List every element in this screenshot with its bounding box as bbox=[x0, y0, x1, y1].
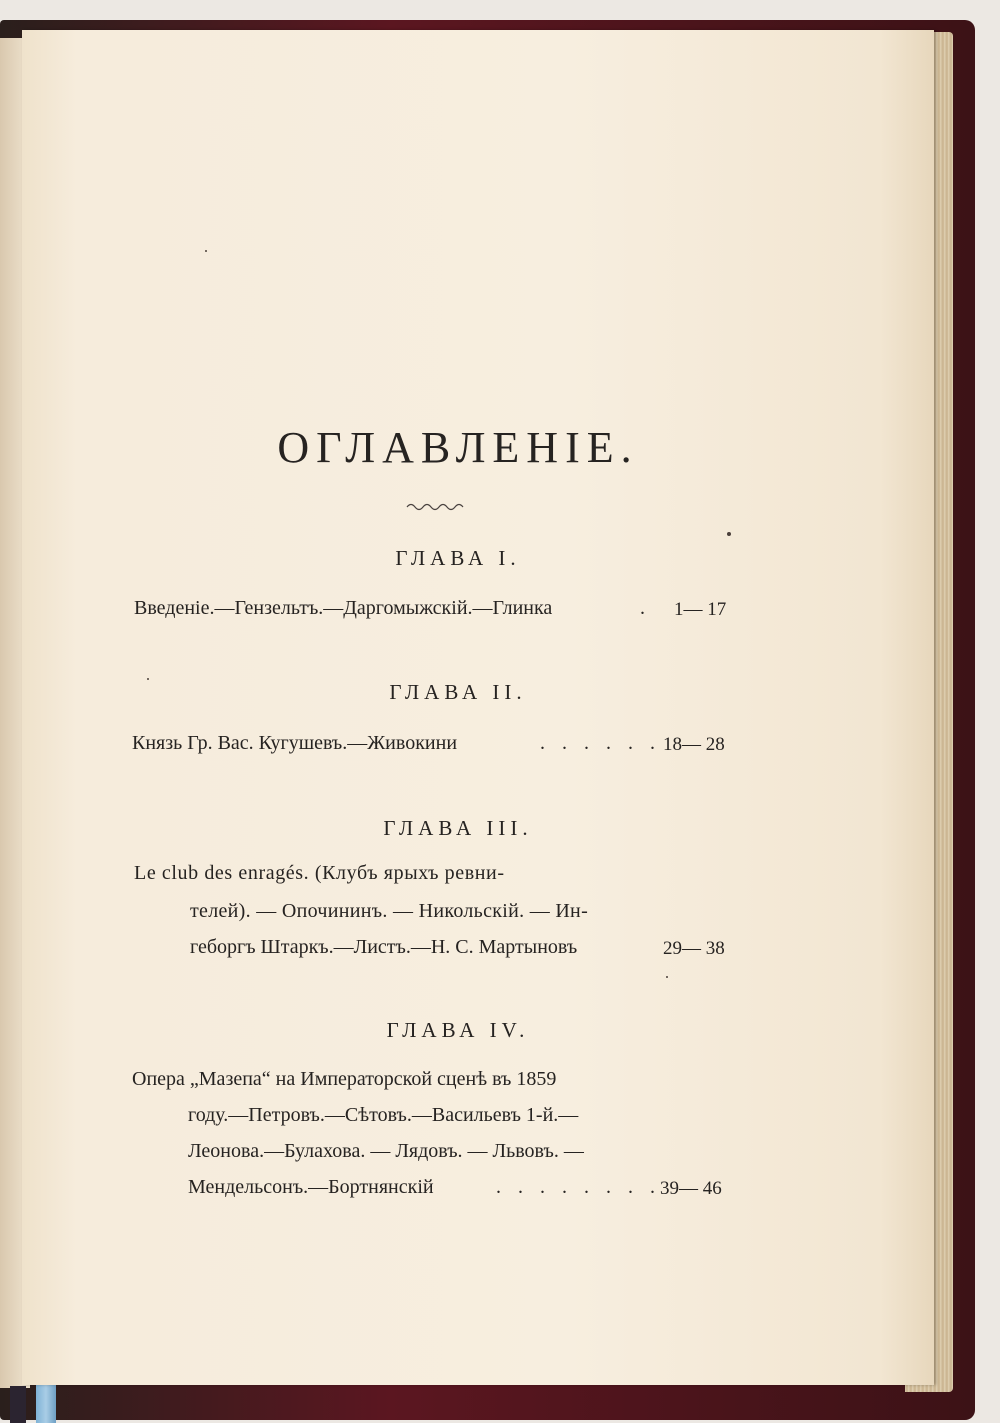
chapter-2-leader-dots: . . . . . . bbox=[540, 732, 661, 754]
chapter-2-heading: ГЛАВА II. bbox=[389, 680, 527, 704]
chapter-2-line-1: Князь Гр. Вас. Кугушевъ.—Живокини bbox=[132, 732, 458, 754]
chapter-4-line-3: Леонова.—Булахова. — Лядовъ. — Львовъ. — bbox=[188, 1140, 584, 1162]
bookmark-ribbon bbox=[36, 1383, 56, 1423]
bookmark-ribbon-dark bbox=[10, 1386, 26, 1423]
chapter-2-pages: 18— 28 bbox=[663, 734, 725, 755]
paper-speck bbox=[727, 532, 731, 536]
chapter-3-line-2: телей). — Опочининъ. — Никольскій. — Ин- bbox=[190, 900, 589, 922]
chapter-1-leader-dots: . bbox=[640, 597, 651, 619]
paper-speck bbox=[147, 678, 149, 680]
paper-speck bbox=[666, 976, 668, 978]
chapter-3-line-3: геборгъ Штаркъ.—Листъ.—Н. С. Мартыновъ bbox=[190, 936, 578, 958]
chapter-3-line-1: Le club des enragés. (Клубъ ярыхъ ревни- bbox=[134, 862, 505, 884]
chapter-4-heading: ГЛАВА IV. bbox=[386, 1018, 530, 1042]
chapter-4-leader-dots: . . . . . . . . bbox=[496, 1176, 661, 1198]
chapter-4-line-1: Опера „Мазепа“ на Императорской сценѣ въ 1859 bbox=[132, 1068, 557, 1090]
paper-speck bbox=[205, 250, 207, 252]
chapter-1-line-1: Введеніе.—Гензельтъ.—Даргомыжскій.—Глинка bbox=[134, 597, 553, 619]
chapter-4-pages: 39— 46 bbox=[660, 1178, 722, 1199]
page-title: ОГЛАВЛЕНІЕ. bbox=[277, 423, 639, 472]
chapter-4-line-4: Мендельсонъ.—Бортнянскій bbox=[188, 1176, 434, 1198]
table-of-contents bbox=[22, 30, 934, 1385]
chapter-1-heading: ГЛАВА I. bbox=[395, 546, 521, 570]
chapter-3-heading: ГЛАВА III. bbox=[383, 816, 533, 840]
book-page bbox=[22, 30, 934, 1385]
chapter-1-pages: 1— 17 bbox=[674, 599, 727, 620]
chapter-4-line-2: году.—Петровъ.—Сѣтовъ.—Васильевъ 1-й.— bbox=[188, 1104, 579, 1126]
flourish-ornament bbox=[405, 500, 465, 512]
chapter-3-pages: 29— 38 bbox=[663, 938, 725, 959]
